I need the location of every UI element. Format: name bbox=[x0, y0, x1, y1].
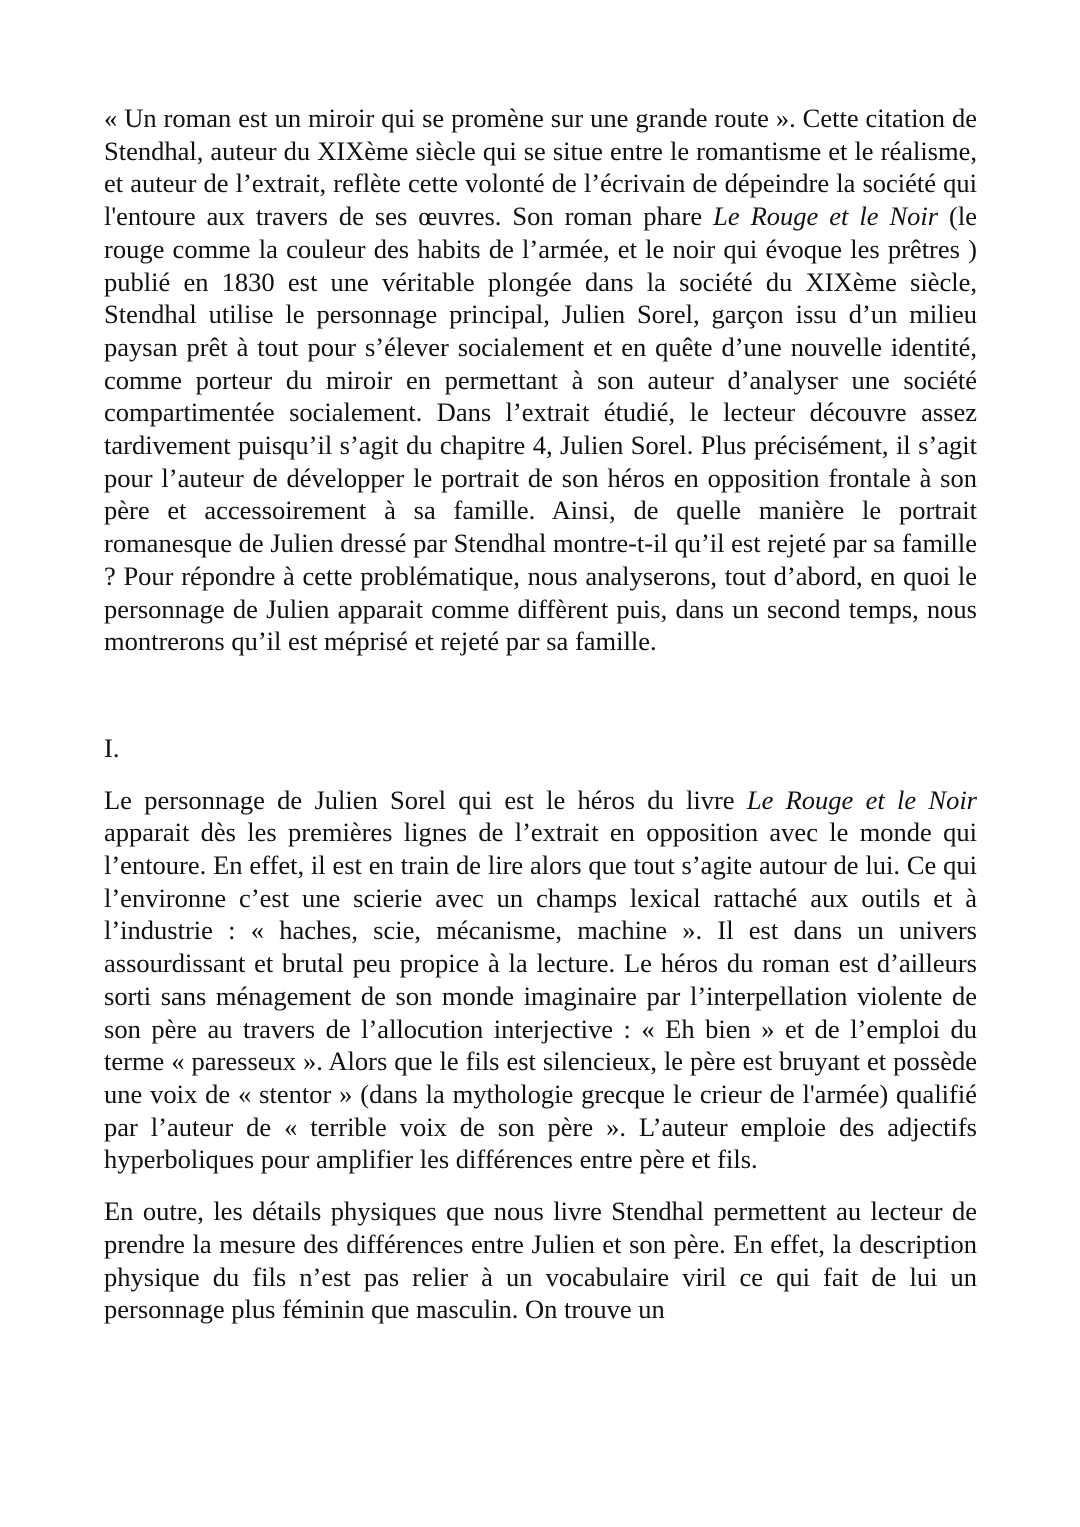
section-paragraph-1-part2: apparait dès les premières lignes de l’extrait en opposition avec le monde qui l’entoure. En effet, il est en train de lire alors que tout s’agite autour de lui. Ce qui l’environne c’est une scierie avec un champs lexical rattaché aux outils et à l’industrie : « haches, scie, mécanisme, machine ». Il est dans un univers assourdissant et brutal peu propice à la lecture. Le héros du roman est d’ailleurs sorti sans ménagement de son monde imaginaire par l’interpellation violente de son père au travers de l’allocution interjective : « Eh bien » et de l’emploi du terme « paresseux ». Alors que le fils est silencieux, le père est bruyant et possède une voix de « stentor » (dans la mythologie grecque le crieur de l'armée) qualifié par l’auteur de « terrible voix de son père ». L’auteur emploie des adjectifs hyperboliques pour amplifier les différences entre père et fils. bbox=[104, 817, 977, 1175]
section-paragraph-1-part1: Le personnage de Julien Sorel qui est le héros du livre bbox=[104, 784, 747, 815]
section-heading: I. bbox=[104, 732, 120, 763]
intro-text-part2: (le rouge comme la couleur des habits de l’armée, et le noir qui évoque les prêtres ) publié en 1830 est une véritable plongée dans la société du XIXème siècle, Stendhal utilise le personnage principal, Julien Sorel, garçon issu d’un milieu paysan prêt à tout pour s’élever socialement et en quête d’une nouvelle identité, comme porteur du miroir en permettant à son auteur d’analyser une société compartimentée socialement. Dans l’extrait étudié, le lecteur découvre assez tardivement puisqu’il s’agit du chapitre 4, Julien Sorel. Plus précisément, il s’agit pour l’auteur de développer le portrait de son héros en opposition frontale à son père et accessoirement à sa famille. Ainsi, de quelle manière le portrait romanesque de Julien dressé par Stendhal montre-t-il qu’il est rejeté par sa famille ? Pour répondre à cette problématique, nous analyserons, tout d’abord, en quoi le personnage de Julien apparait comme diffèrent puis, dans un second temps, nous montrerons qu’il est méprisé et rejeté par sa famille. bbox=[104, 201, 978, 657]
section-paragraph-2: En outre, les détails physiques que nous livre Stendhal permettent au lecteur de prendre la mesure des différences entre Julien et son père. En effet, la description physique du fils n’est pas relier à un vocabulaire viril ce qui fait de lui un personnage plus féminin que masculin. On trouve un bbox=[104, 1196, 977, 1325]
intro-text-part1: « Un roman est un miroir qui se promène sur une grande route ». Cette citation de Stendhal, auteur du XIXème siècle qui se situe entre le romantisme et le réalisme, et auteur de l’extrait, reflète cette volonté de l’écrivain de dépeindre la société qui l'entoure aux travers de ses œuvres. Son roman phare bbox=[104, 103, 977, 232]
intro-book-title: Le Rouge et le Noir bbox=[713, 201, 939, 232]
document-page bbox=[104, 102, 977, 1326]
section-paragraph-1-book-title: Le Rouge et le Noir bbox=[746, 784, 977, 815]
intro-paragraph bbox=[104, 102, 977, 658]
section-paragraph-1 bbox=[104, 784, 977, 1176]
